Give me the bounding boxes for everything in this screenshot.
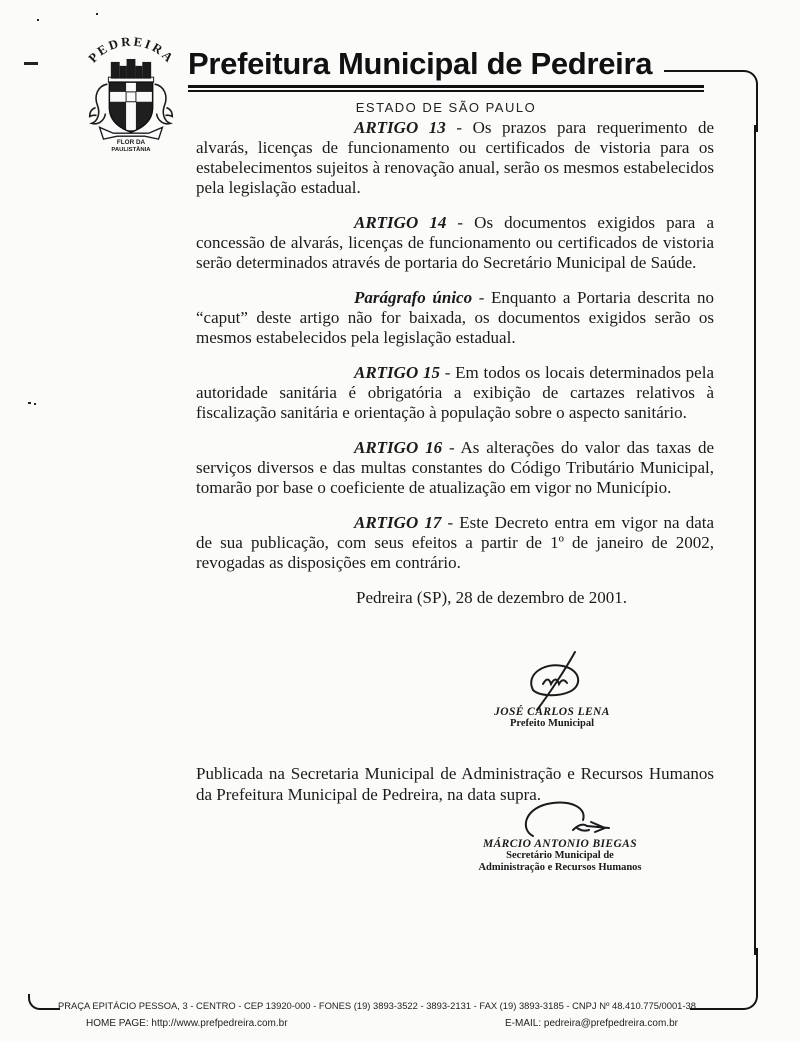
- dateline: Pedreira (SP), 28 de dezembro de 2001.: [356, 588, 627, 607]
- secretary-handwritten-signature: [485, 796, 635, 844]
- article-16-label: ARTIGO 16: [354, 438, 443, 457]
- article-16-paragraph: [196, 438, 714, 498]
- article-17-text: - Este Decreto entra em vigor na data de sua publicação, com seus efeitos a partir de 1º de janeiro de 2002, revogadas as disposições em contrário.: [196, 513, 715, 572]
- footer-address-line: PRAÇA EPITÁCIO PESSOA, 3 - CENTRO - CEP 13920-000 - FONES (19) 3893-3522 - 3893-2131 - FAX (19) 3893-3185 - CNPJ Nº 48.410.775/0001-38: [58, 1000, 696, 1011]
- article-13-paragraph: [196, 118, 714, 198]
- letterhead: [188, 46, 704, 115]
- footer-email: E-MAIL: pedreira@prefpedreira.com.br: [505, 1018, 678, 1029]
- mayor-name: JOSÉ CARLOS LENA: [494, 706, 610, 718]
- scan-artifact: [28, 402, 31, 404]
- crest-crown-icon: [108, 59, 153, 82]
- crest-motto-line2: PAULISTÂNIA: [111, 146, 151, 152]
- sole-paragraph-label: Parágrafo único: [354, 288, 473, 307]
- article-16-text: - As alterações do valor das taxas de serviços diversos e das multas constantes do Código Tributário Municipal, tomarão por base o coeficiente de atualização em vigor no Município.: [196, 438, 715, 497]
- article-13-label: ARTIGO 13: [354, 118, 446, 137]
- state-subtitle: ESTADO DE SÃO PAULO: [355, 100, 537, 115]
- frame-right-rule: [754, 125, 756, 955]
- secretary-role-line1: Secretário Municipal de: [506, 850, 614, 861]
- scan-artifact: [24, 62, 38, 65]
- secretary-signature-block: [450, 796, 670, 874]
- crest-city-name: PEDREIRA: [85, 34, 178, 67]
- article-14-text: - Os documentos exigidos para a concessão de alvarás, licenças de funcionamento ou certificados de vistoria serão determinados através de portaria do Secretário Municipal de Saúde.: [196, 213, 714, 272]
- article-17-paragraph: [196, 513, 714, 573]
- article-15-paragraph: [196, 363, 714, 423]
- city-coat-of-arms: [72, 22, 190, 152]
- footer-homepage: HOME PAGE: http://www.prefpedreira.com.br: [86, 1018, 288, 1029]
- page-title: Prefeitura Municipal de Pedreira: [188, 46, 653, 81]
- crest-shield-icon: [109, 82, 152, 132]
- frame-bottom-right-rule: [690, 948, 758, 1010]
- scan-artifact: [34, 403, 36, 405]
- article-14-label: ARTIGO 14: [354, 213, 447, 232]
- decree-body: [196, 118, 714, 608]
- secretary-role-line2: Administração e Recursos Humanos: [478, 862, 642, 873]
- article-17-label: ARTIGO 17: [354, 513, 442, 532]
- article-13-text: - Os prazos para requerimento de alvarás, licenças de funcionamento ou certificados de vistoria para os estabelecimentos sujeitos à renovação anual, serão os mesmos estabelecidos pela legislação estadual.: [196, 118, 714, 197]
- sole-paragraph: [196, 288, 714, 348]
- scan-artifact: [37, 19, 39, 21]
- mayor-role: Prefeito Municipal: [509, 718, 595, 729]
- article-15-label: ARTIGO 15: [354, 363, 440, 382]
- mayor-signature-block: [462, 650, 642, 730]
- frame-bottom-left-hook: [28, 994, 60, 1010]
- title-rule-thick: [188, 85, 704, 88]
- secretary-name: MÁRCIO ANTONIO BIEGAS: [482, 838, 638, 850]
- mayor-handwritten-signature: [487, 650, 617, 712]
- crest-motto-line1: FLOR DA: [116, 139, 146, 147]
- sole-paragraph-text: - Enquanto a Portaria descrita no “caput” deste artigo não for baixada, os documentos exigidos serão os mesmos estabelecidos pela legislação estadual.: [196, 288, 714, 347]
- article-14-paragraph: [196, 213, 714, 273]
- article-15-text: - Em todos os locais determinados pela autoridade sanitária é obrigatória a exibição de cartazes relativos à fiscalização sanitária e orientação à população sobre o aspecto sanitário.: [196, 363, 714, 422]
- publication-note: Publicada na Secretaria Municipal de Administração e Recursos Humanos da Prefeitura Municipal de Pedreira, na data supra.: [196, 764, 714, 804]
- title-rule-thin: [188, 90, 704, 92]
- scan-artifact: [96, 13, 98, 15]
